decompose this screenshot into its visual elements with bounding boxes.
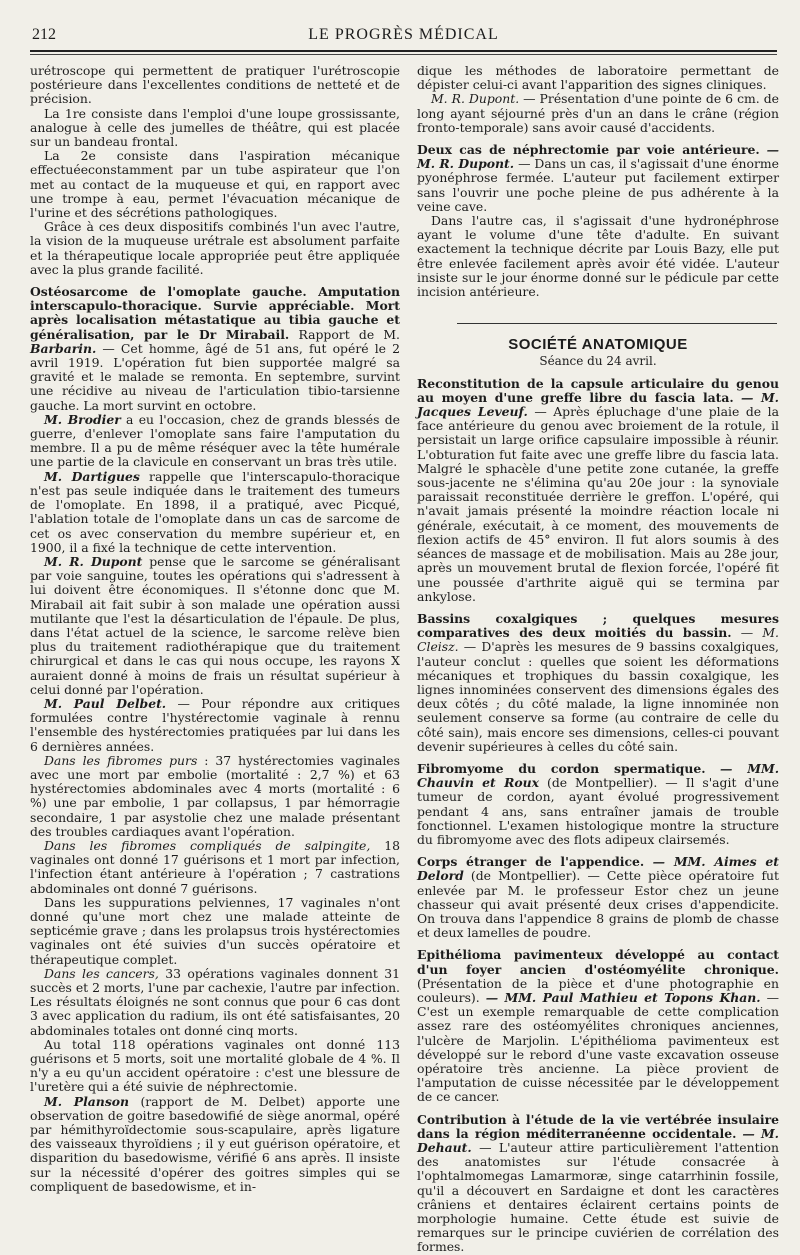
lead-phrase: Dans les cancers, (44, 965, 159, 981)
speaker-name: M. Dartigues (44, 468, 140, 484)
speaker-name: M. Planson (44, 1093, 130, 1109)
paragraph: dique les méthodes de laboratoire permettant de dépister celui-ci avant l'apparition des signes cliniques. (417, 63, 779, 93)
section-title: SOCIÉTÉ ANATOMIQUE (508, 336, 688, 354)
article-title: Ostéosarcome de l'omoplate gauche. Amputation interscapulo-thoracique. Survie appréciable. Mort après localisation métastatique au tibia gauche et généralisation, par le Dr Mirabail. (30, 284, 400, 342)
article-contribution (417, 1113, 779, 1255)
paragraph-text: 33 opérations vaginales donnent 31 succès et 2 morts, l'une par cachexie, l'autre par infection. Les résultats éloignés ne sont connus que pour 6 cas dont 3 avec application du radium, ils ont été satisfaisantes, 20 abdominales totales ont donné cinq morts. (30, 965, 401, 1038)
article-text: — Cet homme, âgé de 51 ans, fut opéré le 2 avril 1919. L'opération fut bien supportée malgré sa gravité et le malade se remonta. En septembre, survint une récidive au niveau de l'articulation tibio-tarsienne gauche. La mort survint en octobre. (30, 340, 400, 413)
paragraph: La 2e consiste dans l'aspiration mécanique effectuéeconstamment par un tube aspirateur que l'on met au contact de la muqueuse et qui, en rapport avec une trompe à eau, permet l'évacuation mécanique de l'urine et des sécrétions pathologiques. (30, 148, 400, 221)
article-author: — MM. Paul Mathieu et Topons Khan. (485, 989, 761, 1005)
article-corps-etranger (417, 855, 779, 940)
speaker-name: M. Brodier (44, 411, 121, 427)
left-column (30, 64, 400, 1194)
speaker-text: (rapport de M. Delbet) apporte une observation de goitre basedowifié de siège anormal, opéré par hémithyroïdectomie sous-scapulaire, après ligature des vaisseaux thyroïdiens ; il y eut guérison opératoire, et disparition du basedowisme, vérifié 6 ans après. Il insiste sur la nécessité d'opérer des goitres simples qui se compliquent de basedowisme, et in- (30, 1093, 401, 1194)
article-reconstitution (417, 377, 779, 604)
speaker-text: — Présentation d'une pointe de 6 cm. de long ayant séjourné près d'un an dans le crâne (région fronto-temporale) sans avoir causé d'accidents. (417, 91, 779, 135)
paragraph (30, 1095, 400, 1194)
article-subtitle: (Présentation de la pièce et d'une photographie en couleurs). (417, 975, 779, 1005)
paragraph-text: 18 vaginales ont donné 17 guérisons et 1 mort par infection, l'infection étant antérieure à l'opération ; 7 castrations abdominales ont donné 7 guérisons. (30, 837, 400, 896)
article-author: — M. Jacques Leveuf. (417, 389, 780, 420)
header-rule (30, 50, 777, 52)
paragraph (417, 92, 779, 135)
article-title: Corps étranger de l'appendice. (417, 854, 645, 870)
article-text: (de Montpellier). — Cette pièce opératoire fut enlevée par M. le professeur Estor chez un jeune chasseur qui avait présenté deux crises d'appendicite. On trouva dans l'appendice 8 grains de plomb de chasse et deux lamelles de poudre. (417, 868, 779, 941)
paragraph: La 1re consiste dans l'emploi d'une loupe grossissante, analogue à celle des jumelles de théâtre, qui est placée sur un bandeau frontal. (30, 105, 400, 150)
article-title: Bassins coxalgiques ; quelques mesures comparatives des deux moitiés du bassin. (417, 610, 779, 641)
page-number: 212 (32, 26, 56, 43)
article-text: (de Montpellier). — Il s'agit d'une tumeur de cordon, ayant évolué progressivement pendant 4 ans, sans entraîner jamais de trouble fonctionnel. L'examen histologique montre la structure du fibromyome avec des flots adipeux clairsemés. (417, 775, 779, 847)
section-date: Séance du 24 avril. (539, 354, 657, 369)
speaker-name: M. R. Dupont. (431, 91, 520, 107)
speaker-name: M. Paul Delbet. (44, 695, 167, 711)
speaker-text: — Pour répondre aux critiques formulées contre l'hystérectomie vaginale à rennu l'ensemble des hystérectomies pratiquées par lui dans les 6 dernières années. (30, 695, 400, 754)
paragraph (30, 470, 400, 555)
article-author: — MM. Chauvin et Roux (417, 760, 780, 791)
article-fibromyome (417, 762, 779, 847)
article-text: — L'auteur attire particulièrement l'attention des anatomistes sur l'étude consacrée à l'ophtalmomegas Lamarmoræ, singe catarrhinin fossile, qu'il a découvert en Sardaigne et dont les caractères crâniens et dentaires éclairent certains points de morphologie humaine. Cette étude est suivie de remarques sur le principe cuviérien de corrélation des formes. (417, 1140, 779, 1255)
article-osteosarcome (30, 285, 400, 413)
lead-phrase: Dans les fibromes compliqués de salpingite, (44, 837, 371, 853)
article-title: Epithélioma pavimenteux développé au contact d'un foyer ancien d'ostéomyélite chronique. (417, 947, 779, 977)
paragraph (30, 555, 400, 697)
article-author: — M. R. Dupont. (417, 142, 779, 172)
article-text: — C'est un exemple remarquable de cette complication assez rare des ostéomyélites chroniques anciennes, l'ulcère de Marjolin. L'épithélioma pavimenteux est développé sur le rebord d'une vaste excavation osseuse opératoire très ancienne. La pièce provient de l'amputation de cuisse nécessitée par le développement de ce cancer. (417, 989, 779, 1105)
paragraph (30, 413, 400, 470)
article-reference: Rapport de M. (298, 326, 400, 342)
article-title: Fibromyome du cordon spermatique. (417, 760, 706, 776)
speaker-text: rappelle que l'interscapulo-thoracique n'est pas seule indiquée dans le traitement des tumeurs de l'omoplate. En 1898, il a pratiqué, avec Picqué, l'ablation totale de l'omoplate dans un cas de sarcome de cet os avec conservation du membre supérieur et, en 1900, il a fixé la technique de cette intervention. (30, 468, 400, 555)
right-column (417, 64, 779, 1255)
article-author: — MM. Aimes et Delord (417, 854, 779, 884)
paragraph-text: : 37 hystérectomies vaginales avec une mort par embolie (mortalité : 2,7 %) et 63 hystérectomies abdominales avec 4 morts (mortalité : 6 %) une par embolie, 1 par collapsus, 1 par hémorragie secondaire, 1 par asystolie chez une malade présentant des troubles cardiaques avant l'opération. (30, 752, 400, 839)
paragraph: Dans l'autre cas, il s'agissait d'une hydronéphrose ayant le volume d'une tête d'adulte. En suivant exactement la technique décrite par Louis Bazy, elle put être enlevée facilement après avoir été vidée. L'auteur insiste sur le jour énorme donné sur le pédicule par cette incision antérieure. (417, 213, 779, 300)
page-header (30, 26, 777, 52)
article-author: — M. Cleisz. (417, 625, 779, 655)
paragraph (30, 754, 400, 839)
article-title: Reconstitution de la capsule articulaire du genou au moyen d'une greffe libre du fascia lata. (417, 375, 779, 405)
header-rule-thin (30, 54, 777, 55)
article-nephrectomie (417, 143, 779, 214)
article-author: Barbarin. (30, 340, 97, 356)
article-author: — M. Dehaut. (417, 1125, 779, 1156)
running-title: LE PROGRÈS MÉDICAL (308, 26, 499, 43)
paragraph: Au total 118 opérations vaginales ont donné 113 guérisons et 5 morts, soit une mortalité globale de 4 %. Il n'y a eu qu'un accident opératoire : c'est une blessure de l'uretère qui a été suivie de néphrectomie. (30, 1036, 400, 1095)
paragraph (30, 839, 400, 896)
article-text: — Dans un cas, il s'agissait d'une énorme pyonéphrose fermée. L'auteur put facilement extirper sans l'ouvrir une poche pleine de pus adhérente à la veine cave. (417, 156, 779, 214)
section-divider (457, 323, 777, 324)
article-bassins (417, 612, 779, 754)
paragraph: urétroscope qui permettent de pratiquer l'urétroscopie postérieure dans l'excellentes conditions de netteté et de précision. (30, 63, 400, 107)
speaker-text: a eu l'occasion, chez de grands blessés de guerre, d'enlever l'omoplate sans faire l'amputation du membre. Il a pu de même réséquer avec la tête humérale une partie de la clavicule en conservant un bras très utile. (30, 411, 401, 470)
paragraph (30, 697, 400, 754)
paragraph: Dans les suppurations pelviennes, 17 vaginales n'ont donné qu'une mort chez une malade atteinte de septicémie grave ; dans les prolapsus trois hystérectomies vaginales ont été suivies d'un succès opératoire et thérapeutique complet. (30, 894, 400, 967)
speaker-text: pense que le sarcome se généralisant par voie sanguine, toutes les opérations qui s'adressent à lui doivent être économiques. Il s'étonne donc que M. Mirabail ait fait subir à son malade une opération aussi mutilante que l'est la désarticulation de l'épaule. De plus, dans l'état actuel de la science, le sarcome relève bien plus du traitement radiothérapique que du traitement chirurgical et dans le cas qui nous occupe, les rayons X auraient donné à moins de frais un résultat supérieur à celui donné par l'opération. (30, 553, 400, 697)
article-text: — Après épluchage d'une plaie de la face antérieure du genou avec broiement de la rotule, il persistait un large orifice capsulaire impossible à réunir. L'obturation fut faite avec une greffe libre du fascia lata. Malgré le sphacèle d'une petite zone cutanée, la greffe sous-jacente ne s'élimina qu'au 20e jour : la synoviale paraissait reconstituée derrière le greffon. L'opéré, qui n'avait jamais présenté la moindre réaction locale ni générale, exécutait, à ce moment, des mouvements de flexion actifs de 45° environ. Il fut alors soumis à des séances de massage et de mobilisation. Mais au 28e jour, après un mouvement brutal de flexion forcée, l'opéré fit une poussée d'arthrite aiguë qui se termina par ankylose. (417, 404, 779, 604)
article-text: — D'après les mesures de 9 bassins coxalgiques, l'auteur conclut : quelles que soient les déformations mécaniques et trophiques du bassin coxalgique, les lignes innominées conservent des dimensions égales des deux côtés ; du côté malade, la ligne innominée non seulement conserve sa forme (au contraire de celle du côté sain), mais encore ses dimensions, celles-ci pouvant devenir supérieures à celles du côté sain. (417, 639, 779, 754)
article-epithelioma (417, 948, 779, 1104)
paragraph (30, 967, 400, 1038)
article-title: Contribution à l'étude de la vie vertébrée insulaire dans la région méditerranéenne occidentale. (417, 1111, 779, 1141)
speaker-name: M. R. Dupont (44, 553, 143, 569)
paragraph: Grâce à ces deux dispositifs combinés l'un avec l'autre, la vision de la muqueuse urétrale est absolument parfaite et la thérapeutique locale appropriée peut être appliquée avec la plus grande facilité. (30, 219, 400, 277)
article-title: Deux cas de néphrectomie par voie antérieure. (417, 142, 760, 158)
lead-phrase: Dans les fibromes purs (44, 752, 198, 768)
